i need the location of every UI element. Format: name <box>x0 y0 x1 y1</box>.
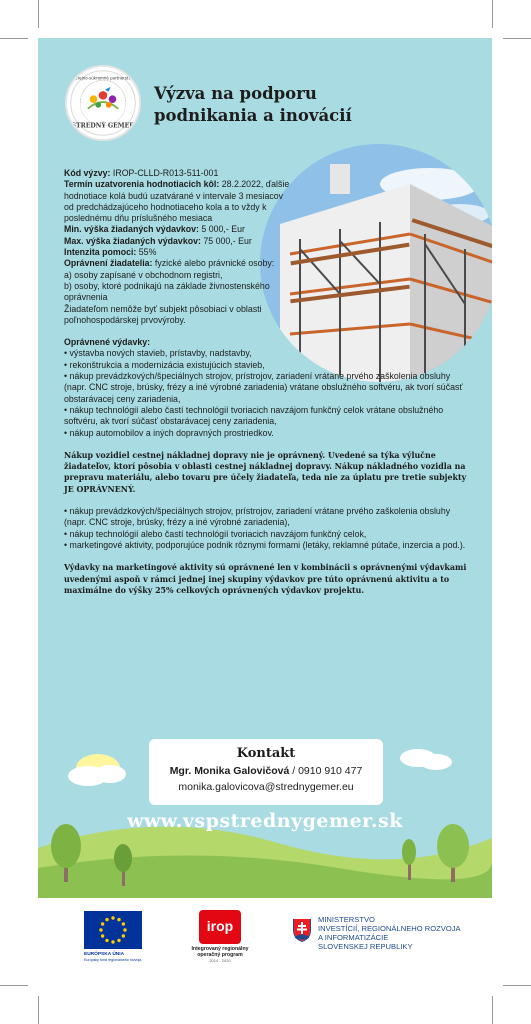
irop-caption: Integrovaný regionálny operačný program <box>191 946 249 958</box>
page-title: Výzva na podporu podnikania a inovácií <box>154 84 352 125</box>
ministry-logo-text <box>318 915 461 951</box>
crop-mark <box>0 38 28 39</box>
eu-star-icon <box>111 916 114 919</box>
eu-star-icon <box>99 928 102 931</box>
eligible-expenses-heading: Oprávnené výdavky: <box>64 337 151 348</box>
eu-flag-icon <box>84 911 142 949</box>
strednygemer-logo <box>65 65 141 141</box>
contact-name: Mgr. Monika Galovičová <box>169 765 290 777</box>
svg-text:STREDNÝ GEMER: STREDNÝ GEMER <box>71 122 135 130</box>
vehicle-note: Nákup vozidiel cestnej nákladnej dopravy nie je oprávnený. Uvedené sa týka výlučne žiadateľov, ktorí pôsobia v oblasti cestnej nákladnej dopravy. Nákup nákladného vozidla na prepravu materiálu, alebo tovaru pre účely žiadateľa, teda nie za úplatu pre tretie subjekty JE OPRÁVNENÝ. <box>64 450 467 494</box>
list-item: • nákup technológií alebo častí technológií tvoriacich navzájom funkčný celok vrátane obslužného softvéru, ak tvorí súčasť obstarávacej ceny zariadenia, <box>64 404 444 427</box>
slovak-emblem-icon <box>293 918 311 942</box>
crop-mark <box>38 0 39 28</box>
eu-caption-title: EURÓPSKA ÚNIA <box>84 952 125 957</box>
crop-mark <box>492 996 493 1024</box>
irop-years: 2014 - 2020 <box>209 958 231 963</box>
contact-title: Kontakt <box>236 746 296 761</box>
eu-star-icon <box>117 939 120 942</box>
max-amount-label: Max. výška žiadaných výdavkov: <box>64 235 201 246</box>
contact-box <box>149 739 383 805</box>
eu-star-icon <box>122 922 125 925</box>
list-item: • nákup automobilov a iných dopravných prostriedkov. <box>64 427 274 438</box>
eu-star-icon <box>117 918 120 921</box>
eu-star-icon <box>123 928 126 931</box>
eu-caption <box>84 952 141 963</box>
deadline-value: 28.2.2022, ďalšie hodnotiace kolá budú uzatvárané v intervale 3 mesiacov od predchádzajúceho hodnotiaceho kola a to vždy k poslednému dňu príslušného mesiaca <box>64 179 290 224</box>
aid-intensity-value: 55% <box>136 247 157 258</box>
call-info <box>64 168 476 326</box>
applicants <box>64 258 294 269</box>
deadline <box>64 179 294 224</box>
list-item: • nákup prevádzkových/špeciálnych strojov, prístrojov, zariadení vrátane prvého zaškolenia obsluhy (napr. CNC stroje, brúsky, frézy a iné výrobné zariadenia) vrátane obslužného softvéru, ak tvorí súčasť obstarávacej ceny zariadenia, <box>64 371 463 404</box>
eu-star-icon <box>105 939 108 942</box>
contact-email[interactable]: monika.galovicova@strednygemer.eu <box>178 781 354 793</box>
list-item: • výstavba nových stavieb, prístavby, nadstavby, <box>64 348 252 359</box>
eu-star-icon <box>111 940 114 943</box>
crop-mark <box>0 985 28 986</box>
call-details <box>64 168 476 596</box>
aid-intensity <box>64 247 294 258</box>
eu-star-icon <box>101 934 104 937</box>
ministry-line-2: INVESTÍCIÍ, REGIONÁLNEHO ROZVOJA <box>318 924 461 933</box>
crop-mark <box>492 0 493 28</box>
ministry-line-3: A INFORMATIZÁCIE <box>318 933 389 942</box>
crop-mark <box>503 985 531 986</box>
eu-star-icon <box>122 934 125 937</box>
eu-star-icon <box>101 922 104 925</box>
website-link[interactable]: www.vspstrednygemer.sk <box>127 810 403 832</box>
ministry-line-4: SLOVENSKEJ REPUBLIKY <box>318 942 413 951</box>
call-code-value: IROP-CLLD-R013-511-001 <box>110 168 219 178</box>
eu-caption-sub: Európsky fond regionálneho rozvoja <box>84 957 142 962</box>
eligible-expenses <box>64 337 476 439</box>
applicant-type-a: a) osoby zapísané v obchodnom registri, <box>64 269 223 280</box>
poster <box>38 38 492 898</box>
contact-phone[interactable]: / 0910 910 477 <box>289 765 363 777</box>
max-amount-value: 75 000,- Eur <box>200 235 252 246</box>
min-amount-value: 5 000,- Eur <box>198 224 245 235</box>
svg-text:Verejno-súkromné partnerstvo: Verejno-súkromné partnerstvo <box>72 75 134 81</box>
applicant-type-b: b) osoby, ktoré podnikajú na základe živnostenského oprávnenia <box>64 280 270 303</box>
ministry-line-1: MINISTERSTVO <box>318 915 375 924</box>
max-amount <box>64 236 294 247</box>
applicant-note: Žiadateľom nemôže byť subjekt pôsobiaci v oblasti poľnohospodárskej prvovýroby. <box>64 303 262 325</box>
crop-mark <box>503 38 531 39</box>
irop-logo-text: irop <box>206 918 234 934</box>
list-item: • marketingové aktivity, podporujúce podnik rôznymi formami (letáky, reklamné pútače, inzercia a pod.). <box>64 539 466 550</box>
list-item: • rekonštrukcia a modernizácia existujúcich stavieb, <box>64 359 265 370</box>
eu-star-icon <box>105 918 108 921</box>
min-amount-label: Min. výška žiadaných výdavkov: <box>64 224 199 235</box>
call-code <box>64 168 294 179</box>
applicants-value: fyzické alebo právnické osoby: <box>152 258 275 269</box>
applicants-label: Oprávnení žiadatelia: <box>64 258 153 269</box>
crop-mark <box>38 996 39 1024</box>
call-code-label: Kód výzvy: <box>64 168 111 178</box>
marketing-expenses <box>64 506 476 551</box>
list-item: • nákup prevádzkových/špeciálnych strojov, prístrojov, zariadení vrátane prvého zaškolenia obsluhy (napr. CNC stroje, brúsky, frézy a iné výrobné zariadenia), <box>64 506 451 528</box>
aid-intensity-label: Intenzita pomoci: <box>64 247 137 258</box>
contact-person <box>149 763 383 779</box>
irop-logo <box>199 910 241 944</box>
list-item: • nákup technológií alebo častí technológií tvoriacich navzájom funkčný celok, <box>64 528 367 539</box>
deadline-label: Termín uzatvorenia hodnotiacich kôl: <box>64 179 220 190</box>
min-amount <box>64 224 294 235</box>
marketing-note: Výdavky na marketingové aktivity sú oprávnené len v kombinácii s oprávnenými výdavkami uvedenými aspoň v rámci jednej inej skupiny výdavkov pre túto oprávnenú aktivitu a to maximálne do výšky 25% celkových oprávnených výdavkov projektu. <box>64 563 467 595</box>
